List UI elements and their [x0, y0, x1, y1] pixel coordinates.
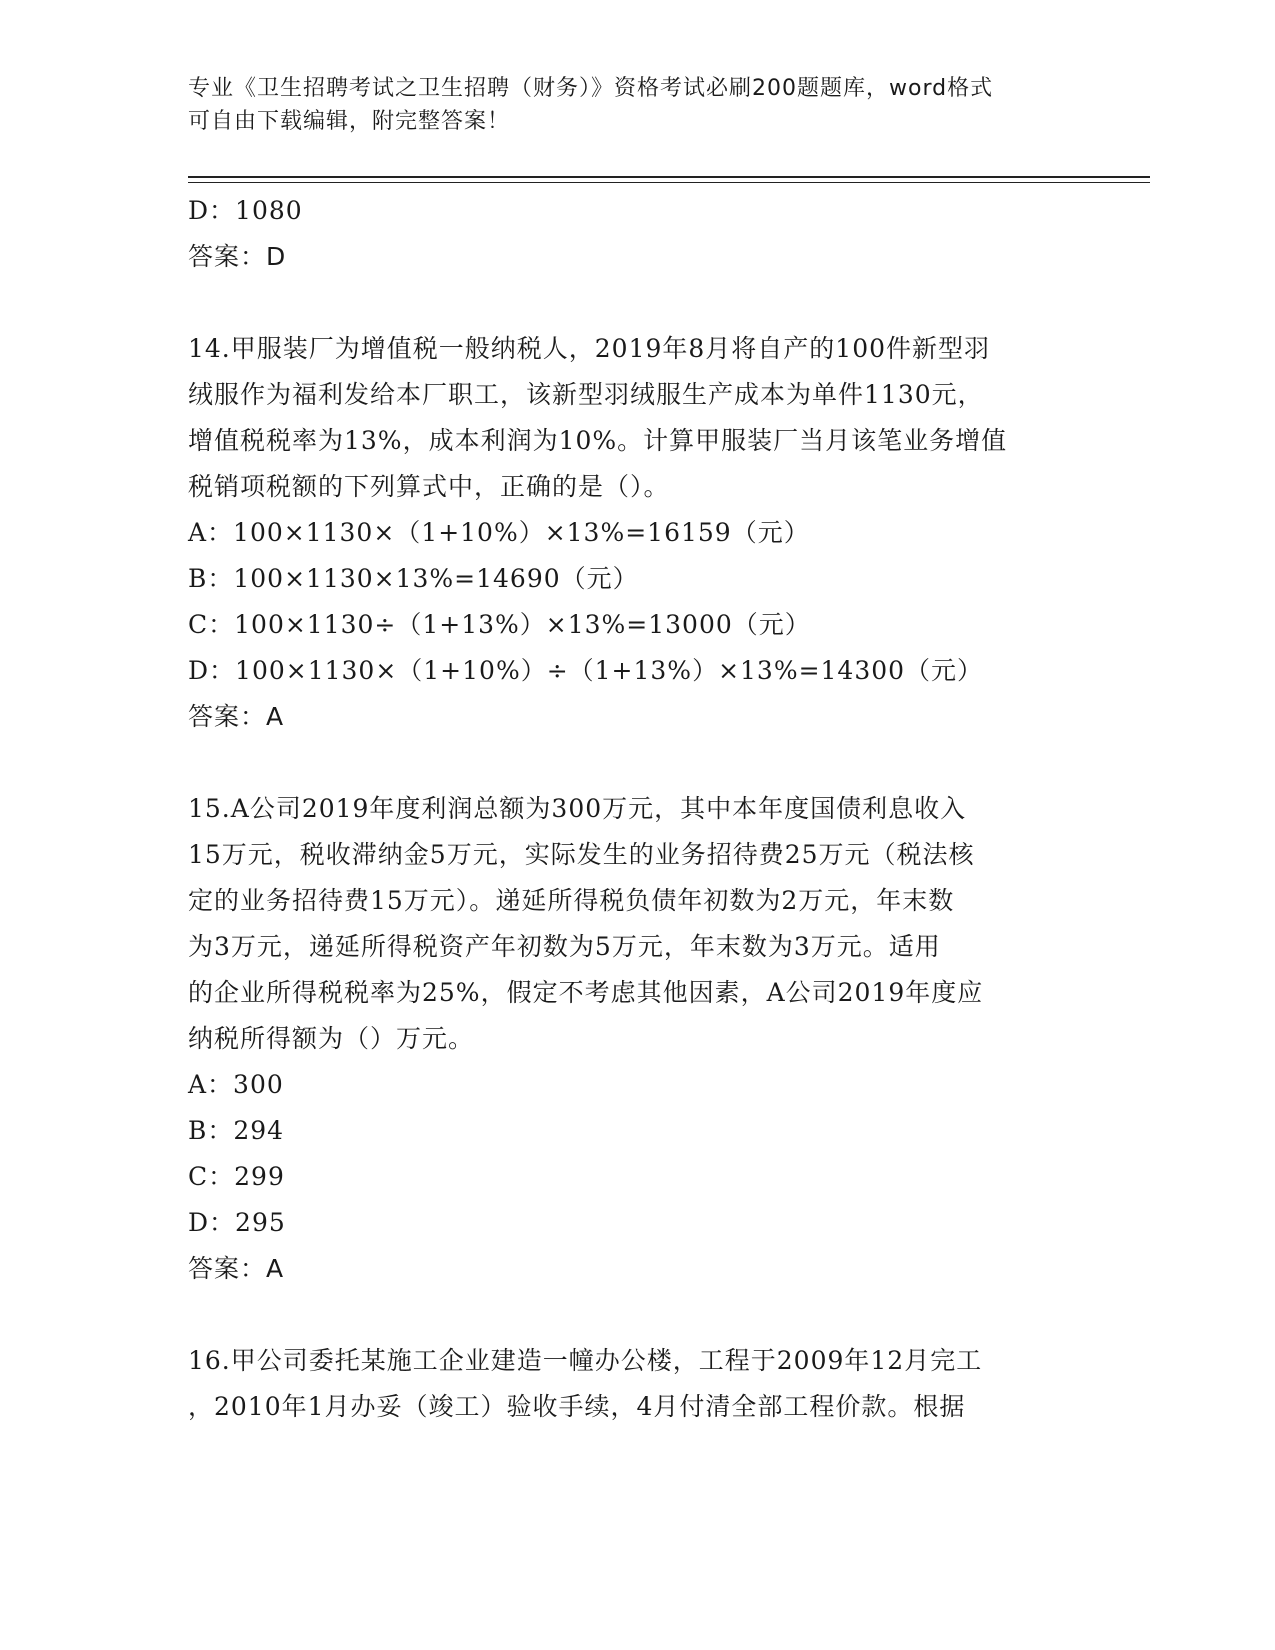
question-text-line: 增值税税率为13%，成本利润为10%。计算甲服装厂当月该笔业务增值	[188, 426, 1008, 455]
answer-line: 答案：A	[188, 702, 285, 731]
question-text-line: 定的业务招待费15万元）。递延所得税负债年初数为2万元，年末数	[188, 886, 955, 915]
question-text-line: 绒服作为福利发给本厂职工，该新型羽绒服生产成本为单件1130元，	[188, 380, 984, 409]
question-15	[188, 786, 1088, 1292]
header-divider-thick	[188, 176, 1150, 178]
option-a: A：300	[188, 1070, 284, 1099]
previous-question-tail	[188, 188, 1088, 280]
document-header	[188, 72, 1088, 138]
option-c: C：299	[188, 1162, 285, 1191]
option-b: B：294	[188, 1116, 285, 1145]
header-divider-thin	[188, 182, 1150, 183]
answer-line: 答案：D	[188, 242, 287, 271]
answer-line: 答案：A	[188, 1254, 285, 1283]
header-title-line-2: 可自由下载编辑，附完整答案！	[188, 109, 511, 134]
question-text-line: 为3万元，递延所得税资产年初数为5万元，年末数为3万元。适用	[188, 932, 941, 961]
question-text-line: 15万元，税收滞纳金5万元，实际发生的业务招待费25万元（税法核	[188, 840, 975, 869]
question-text-line: 16.甲公司委托某施工企业建造一幢办公楼，工程于2009年12月完工	[188, 1346, 983, 1375]
spacer	[188, 280, 1088, 326]
question-text-line: 税销项税额的下列算式中，正确的是（）。	[188, 472, 670, 501]
option-c: C：100×1130÷（1+13%）×13%=13000（元）	[188, 610, 811, 639]
spacer	[188, 1292, 1088, 1338]
option-d: D：1080	[188, 196, 303, 225]
question-text-line: 15.A公司2019年度利润总额为300万元，其中本年度国债利息收入	[188, 794, 967, 823]
question-text-line: 纳税所得额为（）万元。	[188, 1024, 475, 1053]
question-text-line: 14.甲服装厂为增值税一般纳税人，2019年8月将自产的100件新型羽	[188, 334, 991, 363]
question-text-line: 的企业所得税税率为25%，假定不考虑其他因素，A公司2019年度应	[188, 978, 984, 1007]
question-16	[188, 1338, 1088, 1430]
option-b: B：100×1130×13%=14690（元）	[188, 564, 639, 593]
option-d: D：100×1130×（1+10%）÷（1+13%）×13%=14300（元）	[188, 656, 984, 685]
option-a: A：100×1130×（1+10%）×13%=16159（元）	[188, 518, 810, 547]
spacer	[188, 740, 1088, 786]
question-14	[188, 326, 1088, 740]
header-title-line-1: 专业《卫生招聘考试之卫生招聘（财务）》资格考试必刷200题题库，word格式	[188, 76, 994, 101]
document-body	[188, 188, 1088, 1430]
question-text-line: ，2010年1月办妥（竣工）验收手续，4月付清全部工程价款。根据	[188, 1392, 966, 1421]
option-d: D：295	[188, 1208, 286, 1237]
